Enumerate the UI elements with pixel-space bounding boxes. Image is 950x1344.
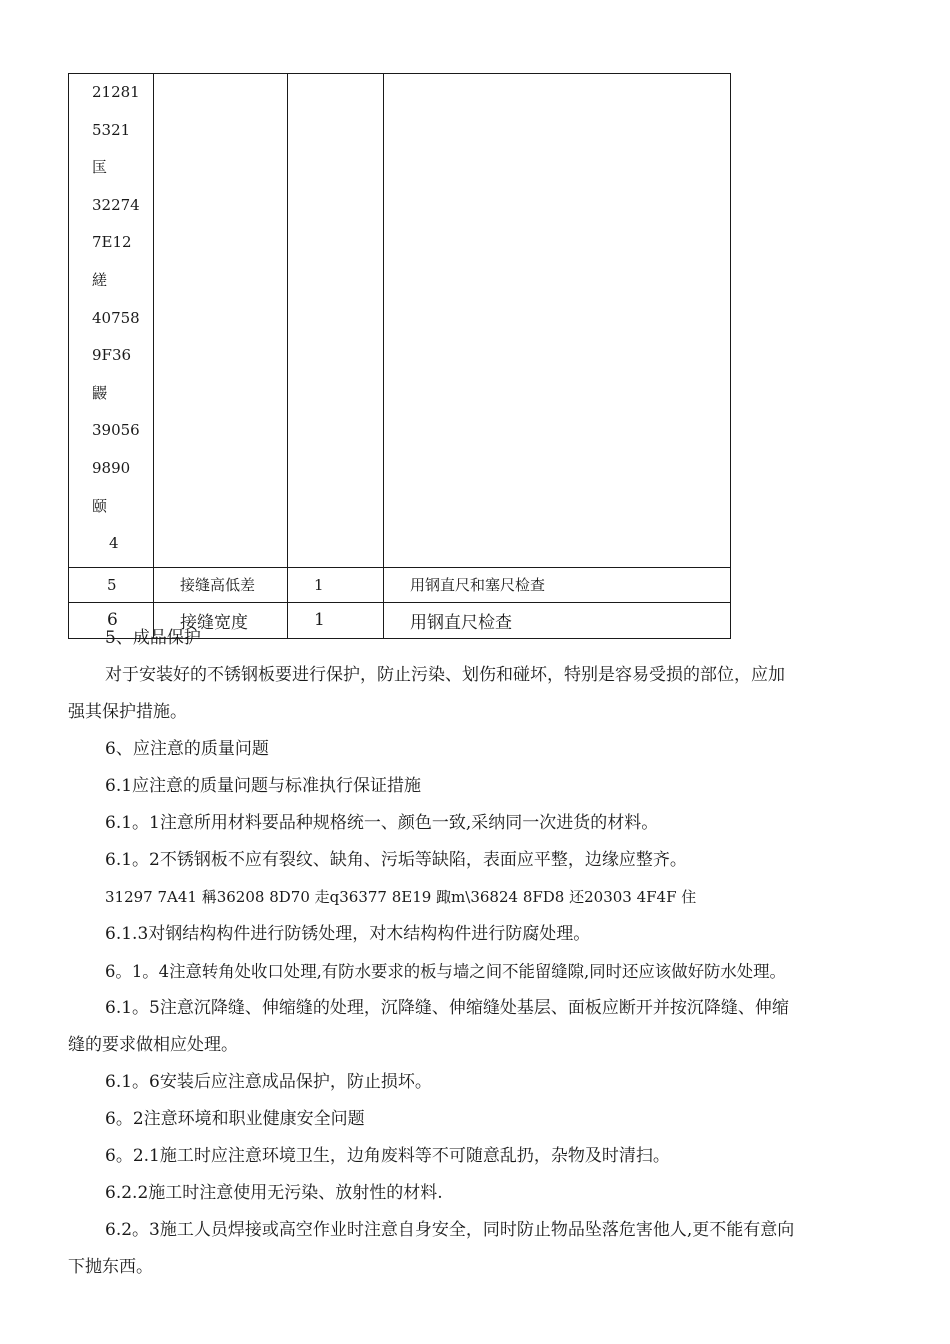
paragraph-line: 6.1。2不锈钢板不应有裂纹、缺角、污垢等缺陷，表面应平整，边缘应整齐。 xyxy=(105,850,687,870)
row-item: 接缝高低差 xyxy=(154,567,288,602)
paragraph-line: 6.1。1注意所用材料要品种规格统一、颜色一致,采纳同一次进货的材料。 xyxy=(105,813,659,833)
code-line: 7E12 xyxy=(92,233,132,252)
code-line: 39056 xyxy=(92,421,140,440)
table-row-codes xyxy=(69,74,731,568)
paragraph-line: 6。1。4注意转角处收口处理,有防水要求的板与墙之间不能留缝隙,同时还应该做好防水处理。 xyxy=(105,962,786,981)
paragraph-line: 31297 7A41 稱36208 8D70 走q36377 8E19 踙m\36824 8FD8 还20303 4F4F 住 xyxy=(105,888,697,906)
empty-cell xyxy=(288,74,384,568)
code-line: 4 xyxy=(109,534,119,553)
code-line: 9890 xyxy=(92,458,131,477)
paragraph-line: 6。2.1施工时应注意环境卫生，边角废料等不可随意乱扔，杂物及时清扫。 xyxy=(105,1146,670,1166)
code-line: 颐 xyxy=(92,496,108,515)
code-line: 鼹 xyxy=(92,383,108,402)
paragraph-line: 6.1。5注意沉降缝、伸缩缝的处理，沉降缝、伸缩缝处基层、面板应断开并按沉降缝、伸缩 xyxy=(105,998,789,1018)
row-allowance: 1 xyxy=(288,602,384,638)
code-line: 40758 xyxy=(92,308,140,327)
empty-cell xyxy=(154,74,288,568)
paragraph-line: 对于安装好的不锈钢板要进行保护，防止污染、划伤和碰坏，特别是容易受损的部位，应加 xyxy=(105,665,785,685)
row-item: 接缝宽度 xyxy=(154,602,288,638)
body-text xyxy=(68,620,888,1286)
code-line: 匤 xyxy=(92,158,108,177)
inspection-table xyxy=(68,73,731,639)
row-allowance: 1 xyxy=(288,567,384,602)
paragraph-line: 6.2。3施工人员焊接或高空作业时注意自身安全，同时防止物品坠落危害他人,更不能有意向 xyxy=(105,1220,795,1240)
code-line: 32274 xyxy=(92,195,140,214)
row-method: 用钢直尺和塞尺检查 xyxy=(384,567,731,602)
paragraph-line: 6.1.3对钢结构构件进行防锈处理，对木结构构件进行防腐处理。 xyxy=(105,924,591,944)
paragraph-line: 6.2.2施工时注意使用无污染、放射性的材料. xyxy=(105,1183,443,1203)
section-heading: 5、成品保护 xyxy=(105,628,201,648)
subsection-heading: 6。2注意环境和职业健康安全问题 xyxy=(105,1109,365,1129)
row-method: 用钢直尺检查 xyxy=(384,602,731,638)
table-row xyxy=(69,567,731,602)
paragraph-line: 强其保护措施。 xyxy=(68,702,187,722)
code-line: 5321 xyxy=(92,120,131,139)
code-line: 21281 xyxy=(92,83,140,101)
row-number: 5 xyxy=(69,567,154,602)
empty-cell xyxy=(384,74,731,568)
code-line: 9F36 xyxy=(92,346,132,365)
section-heading: 6、应注意的质量问题 xyxy=(105,739,269,759)
paragraph-line: 下抛东西。 xyxy=(68,1257,153,1277)
code-line: 縒 xyxy=(92,270,108,289)
subsection-heading: 6.1应注意的质量问题与标准执行保证措施 xyxy=(105,776,422,796)
row-number: 6 xyxy=(69,602,154,638)
code-cell xyxy=(69,74,154,568)
paragraph-line: 6.1。6安装后应注意成品保护，防止损坏。 xyxy=(105,1072,432,1092)
paragraph-line: 缝的要求做相应处理。 xyxy=(68,1035,238,1055)
